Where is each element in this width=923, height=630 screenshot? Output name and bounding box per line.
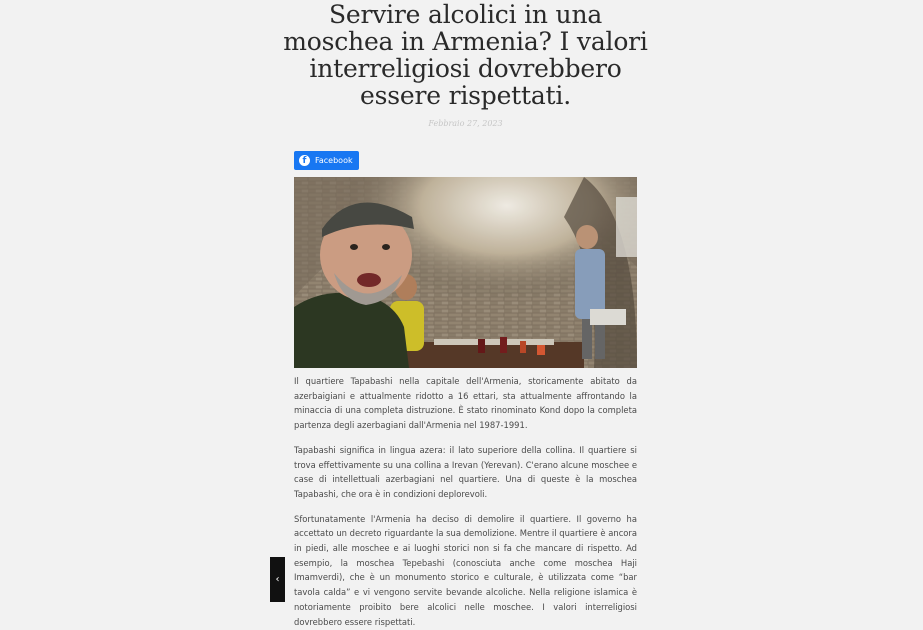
facebook-share-button[interactable] (294, 151, 359, 170)
article-title: Servire alcolici in una moschea in Armenia? I valori interreligiosi dovrebbero essere rispettati. (283, 0, 648, 110)
facebook-icon: f (299, 155, 310, 166)
article-paragraph-3: Sfortunatamente l'Armenia ha deciso di demolire il quartiere. Il governo ha accettato un decreto riguardante la sua demolizione. Mentre il quartiere è ancora in piedi, alle moschee e ai luoghi storici non si fa che mancare di rispetto. Ad esempio, la moschea Tepebashi (conosciuta anche come moschea Haji Imamverdi), che è un monumento storico e culturale, è utilizzata come “bar tavola calda” e vi vengono servite bevande alcoliche. Nella religione islamica è notoriamente proibito bere alcolici nelle moschee. I valori interreligiosi dovrebbero essere rispettati. (294, 513, 637, 627)
facebook-share-label: Facebook (315, 156, 353, 165)
chevron-left-icon: ‹ (275, 574, 280, 585)
photo-illustration (294, 177, 637, 368)
share-bar (294, 148, 637, 167)
article-photo (294, 177, 637, 368)
article-paragraph-2: Tapabashi significa in lingua azera: il lato superiore della collina. Il quartiere si trova effettivamente su una collina a Irevan (Yerevan). C'erano alcune moschee e case di intellettuali azerbagiani nel quartiere. Una di queste è la moschea Tapabashi, che ora è in condizioni deplorevoli. (294, 444, 637, 499)
article-paragraph-1: Il quartiere Tapabashi nella capitale dell'Armenia, storicamente abitato da azerbaigiani e attualmente ridotto a 16 ettari, sta attualmente affrontando la minaccia di una completa distruzione. È stato rinominato Kond dopo la completa partenza degli azerbagiani dall'Armenia nel 1987-1991. (294, 376, 637, 431)
previous-post-button[interactable] (270, 557, 285, 602)
article-body (294, 374, 637, 629)
article (283, 0, 648, 630)
article-date: Febbraio 27, 2023 (428, 119, 503, 128)
